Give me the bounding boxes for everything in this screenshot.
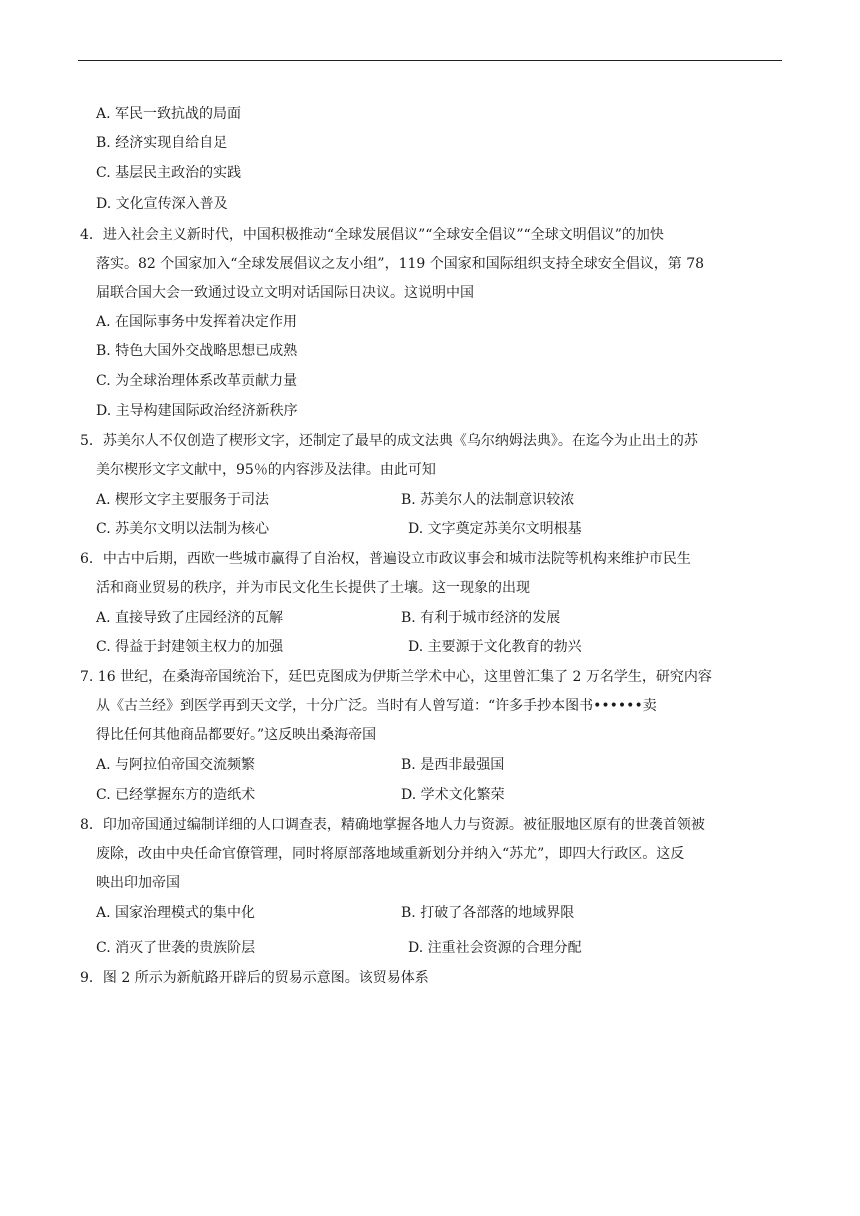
q7-option-c: C. 已经掌握东方的造纸术 — [96, 787, 256, 803]
q5-stem-line-2: 美尔楔形文字文献中，95％的内容涉及法律。由此可知 — [96, 462, 436, 478]
q3-option-c: C. 基层民主政治的实践 — [96, 165, 242, 181]
q6-option-d: D. 主要源于文化教育的勃兴 — [408, 639, 582, 655]
q5-option-d: D. 文字奠定苏美尔文明根基 — [408, 521, 582, 537]
q4-stem-line-1: 4．进入社会主义新时代，中国积极推动“全球发展倡议”“全球安全倡议”“全球文明倡议”的加快 — [80, 227, 664, 243]
q8-stem-line-1: 8．印加帝国通过编制详细的人口调查表，精确地掌握各地人力与资源。被征服地区原有的世袭首领被 — [80, 817, 705, 833]
q7-option-a: A. 与阿拉伯帝国交流频繁 — [96, 757, 256, 773]
q7-stem-line-3: 得比任何其他商品都要好。”这反映出桑海帝国 — [96, 727, 377, 743]
q4-option-b: B. 特色大国外交战略思想已成熟 — [96, 343, 298, 359]
q8-option-a: A. 国家治理模式的集中化 — [96, 905, 256, 921]
q5-option-b: B. 苏美尔人的法制意识较浓 — [401, 492, 575, 508]
q5-option-c: C. 苏美尔文明以法制为核心 — [96, 521, 270, 537]
q8-option-b: B. 打破了各部落的地域界限 — [401, 905, 575, 921]
q7-stem-line-1: 7. 16 世纪，在桑海帝国统治下，廷巴克图成为伊斯兰学术中心，这里曾汇集了 2 万名学生，研究内容 — [80, 669, 712, 685]
q6-option-b: B. 有利于城市经济的发展 — [401, 610, 561, 626]
q6-stem-line-1: 6．中古中后期，西欧一些城市赢得了自治权，普遍设立市政议事会和城市法院等机构来维护市民生 — [80, 551, 691, 567]
q8-stem-line-2: 废除，改由中央任命官僚管理，同时将原部落地域重新划分并纳入“苏尤”，即四大行政区。这反 — [96, 846, 685, 862]
q7-option-d: D. 学术文化繁荣 — [401, 787, 505, 803]
q5-stem-line-1: 5．苏美尔人不仅创造了楔形文字，还制定了最早的成文法典《乌尔纳姆法典》。在迄今为止出土的苏 — [80, 433, 698, 449]
q3-option-d: D. 文化宣传深入普及 — [96, 196, 228, 212]
q3-option-a: A. 军民一致抗战的局面 — [96, 106, 242, 122]
q4-stem-line-3: 届联合国大会一致通过设立文明对话国际日决议。这说明中国 — [96, 285, 474, 301]
q6-option-a: A. 直接导致了庄园经济的瓦解 — [96, 610, 284, 626]
q6-stem-line-2: 活和商业贸易的秩序，并为市民文化生长提供了土壤。这一现象的出现 — [96, 580, 530, 596]
q8-stem-line-3: 映出印加帝国 — [96, 875, 180, 891]
q5-option-a: A. 楔形文字主要服务于司法 — [96, 492, 270, 508]
q7-stem-line-2: 从《古兰经》到医学再到天文学，十分广泛。当时有人曾写道：“许多手抄本图书••••••卖 — [96, 698, 657, 714]
q3-option-b: B. 经济实现自给自足 — [96, 135, 228, 151]
q9-stem-line-1: 9．图 2 所示为新航路开辟后的贸易示意图。该贸易体系 — [80, 970, 429, 986]
header-rule — [78, 60, 782, 61]
q4-stem-line-2: 落实。82 个国家加入“全球发展倡议之友小组”，119 个国家和国际组织支持全球安全倡议，第 78 — [96, 256, 705, 272]
q8-option-c: C. 消灭了世袭的贵族阶层 — [96, 940, 256, 956]
q6-option-c: C. 得益于封建领主权力的加强 — [96, 639, 284, 655]
q4-option-c: C. 为全球治理体系改革贡献力量 — [96, 373, 298, 389]
q7-option-b: B. 是西非最强国 — [401, 757, 505, 773]
q4-option-a: A. 在国际事务中发挥着决定作用 — [96, 314, 298, 330]
q8-option-d: D. 注重社会资源的合理分配 — [408, 940, 582, 956]
q4-option-d: D. 主导构建国际政治经济新秩序 — [96, 403, 298, 419]
